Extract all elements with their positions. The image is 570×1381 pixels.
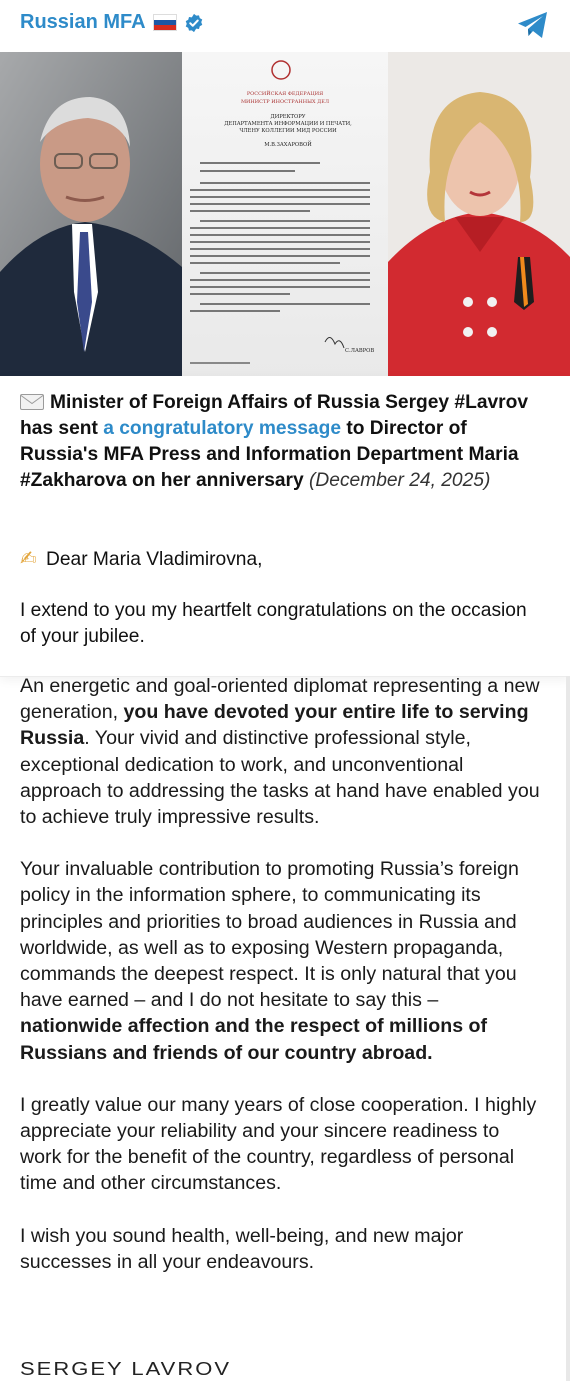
post-caption <box>0 376 570 677</box>
body-paragraph: I greatly value our many years of close cooperation. I highly appreciate your reliability and your sincere readiness to work for the benefit of the country, regardless of personal time and other circumstances. <box>20 1093 537 1195</box>
body-paragraph: Your invaluable contribution to promoting Russia’s foreign policy in the information sphere, to communicating its principles and priorities to broad audiences in Russia and worldwide, as well as to exposing Western propaganda, commands the deepest respect. It is only natural that you have earned – and I do not hesitate to say this – nationwide affection and the respect of millions of Russians and friends of our country abroad. <box>20 858 519 1064</box>
caption-intro <box>20 390 545 494</box>
scroll-edge <box>566 676 570 1381</box>
russian-flag-icon <box>153 14 177 31</box>
svg-text:ДИРЕКТОРУ: ДИРЕКТОРУ <box>270 114 306 120</box>
writing-hand-icon: ✍ <box>20 548 37 570</box>
signature: SERGEY LAVROV <box>20 1357 232 1380</box>
verified-badge-icon <box>184 13 204 33</box>
letter-country: РОССИЙСКАЯ ФЕДЕРАЦИЯ <box>246 91 324 97</box>
letter-body <box>20 673 545 1301</box>
svg-text:ДЕПАРТАМЕНТА ИНФОРМАЦИИ И ПЕЧА: ДЕПАРТАМЕНТА ИНФОРМАЦИИ И ПЕЧАТИ, <box>224 121 352 127</box>
letter-ministry: МИНИСТР ИНОСТРАННЫХ ДЕЛ <box>240 99 330 105</box>
greeting-line <box>20 546 545 573</box>
post-image[interactable] <box>0 52 570 376</box>
letter-signer: С.ЛАВРОВ <box>345 348 375 354</box>
greeting-text: Dear Maria Vladimirovna, <box>46 549 263 570</box>
body-paragraph: An energetic and goal-oriented diplomat representing a new generation, you have devoted your entire life to serving Russia. Your vivid and distinctive professional style, exceptional dedication to work, and unconventional approach to addressing the tasks at hand have enabled you to achieve truly impressive results. <box>20 675 540 829</box>
caption-intro-bold-2: to Director of Russia's MFA Press and Information Department Maria #Zakharova on her anniversary <box>20 418 519 491</box>
letter-recipient: М.В.ЗАХАРОВОЙ <box>264 142 312 148</box>
post-header <box>0 0 570 52</box>
congratulatory-message-link[interactable]: a congratulatory message <box>103 418 341 439</box>
channel-name[interactable]: Russian MFA <box>20 11 146 33</box>
post-date: (December 24, 2025) <box>309 470 491 491</box>
telegram-icon[interactable] <box>516 10 550 40</box>
jubilee-paragraph: I extend to you my heartfelt congratulations on the occasion of your jubilee. <box>20 600 527 647</box>
channel-title[interactable] <box>20 11 204 34</box>
caption-intro-bold: Minister of Foreign Affairs of Russia Sergey #Lavrov has sent <box>20 392 529 439</box>
body-paragraph: I wish you sound health, well-being, and new major successes in all your endeavours. <box>20 1224 464 1273</box>
svg-text:ЧЛЕНУ КОЛЛЕГИИ МИД РОССИИ: ЧЛЕНУ КОЛЛЕГИИ МИД РОССИИ <box>239 128 337 134</box>
envelope-icon <box>20 394 44 410</box>
